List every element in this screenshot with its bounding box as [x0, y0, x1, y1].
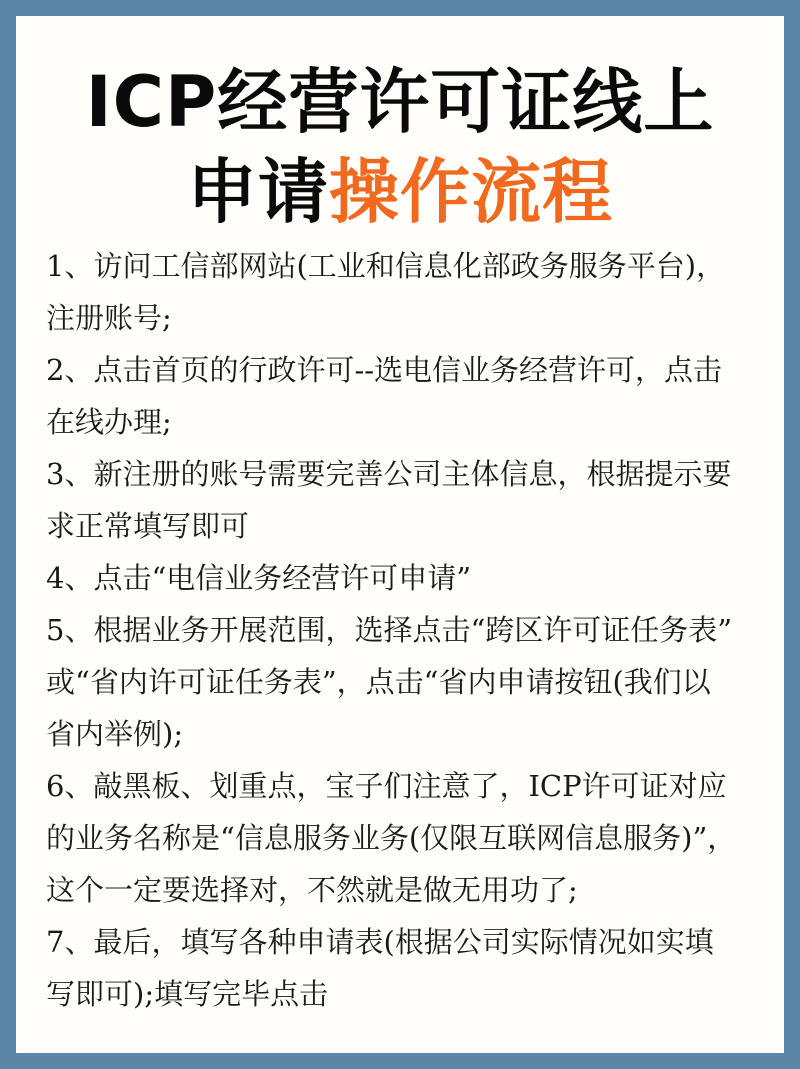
title-accent-part: 操作流程 [329, 151, 613, 233]
step-text-line: 省内举例); [46, 717, 184, 751]
step-text-line: 在线办理; [46, 405, 172, 439]
step-text-line: 5、根据业务开展范围，选择点击“跨区许可证任务表” [46, 613, 733, 647]
step-item [46, 240, 761, 344]
step-item [46, 760, 761, 916]
step-text-line: 求正常填写即可 [46, 509, 250, 543]
step-text-line: 6、敲黑板、划重点，宝子们注意了，ICP许可证对应 [46, 769, 727, 803]
step-text-line: 或“省内许可证任务表”，点击“省内申请按钮(我们以 [46, 665, 711, 699]
steps-list [46, 240, 761, 1020]
step-item [46, 344, 761, 448]
step-item [46, 916, 761, 1020]
step-text-line: 的业务名称是“信息服务业务(仅限互联网信息服务)”， [46, 821, 737, 855]
step-item [46, 604, 761, 760]
step-text-line: 写即可);填写完毕点击 [46, 977, 329, 1011]
step-text-line: 1、访问工信部网站(工业和信息化部政务服务平台)， [46, 249, 726, 283]
page-title-line1: ICP经营许可证线上 [85, 61, 715, 143]
page-title-line2 [16, 152, 784, 232]
step-text-line: 注册账号; [46, 301, 172, 335]
step-item [46, 552, 761, 604]
title-black-part: 申请 [187, 151, 329, 233]
step-item [46, 448, 761, 552]
step-text-line: 2、点击首页的行政许可--选电信业务经营许可，点击 [46, 353, 723, 387]
content-card [16, 16, 784, 1053]
step-text-line: 这个一定要选择对，不然就是做无用功了; [46, 873, 578, 907]
step-text-line: 3、新注册的账号需要完善公司主体信息，根据提示要 [46, 457, 732, 491]
step-text-line: 7、最后，填写各种申请表(根据公司实际情况如实填 [46, 925, 714, 959]
step-text-line: 4、点击“电信业务经营许可申请” [46, 561, 472, 595]
